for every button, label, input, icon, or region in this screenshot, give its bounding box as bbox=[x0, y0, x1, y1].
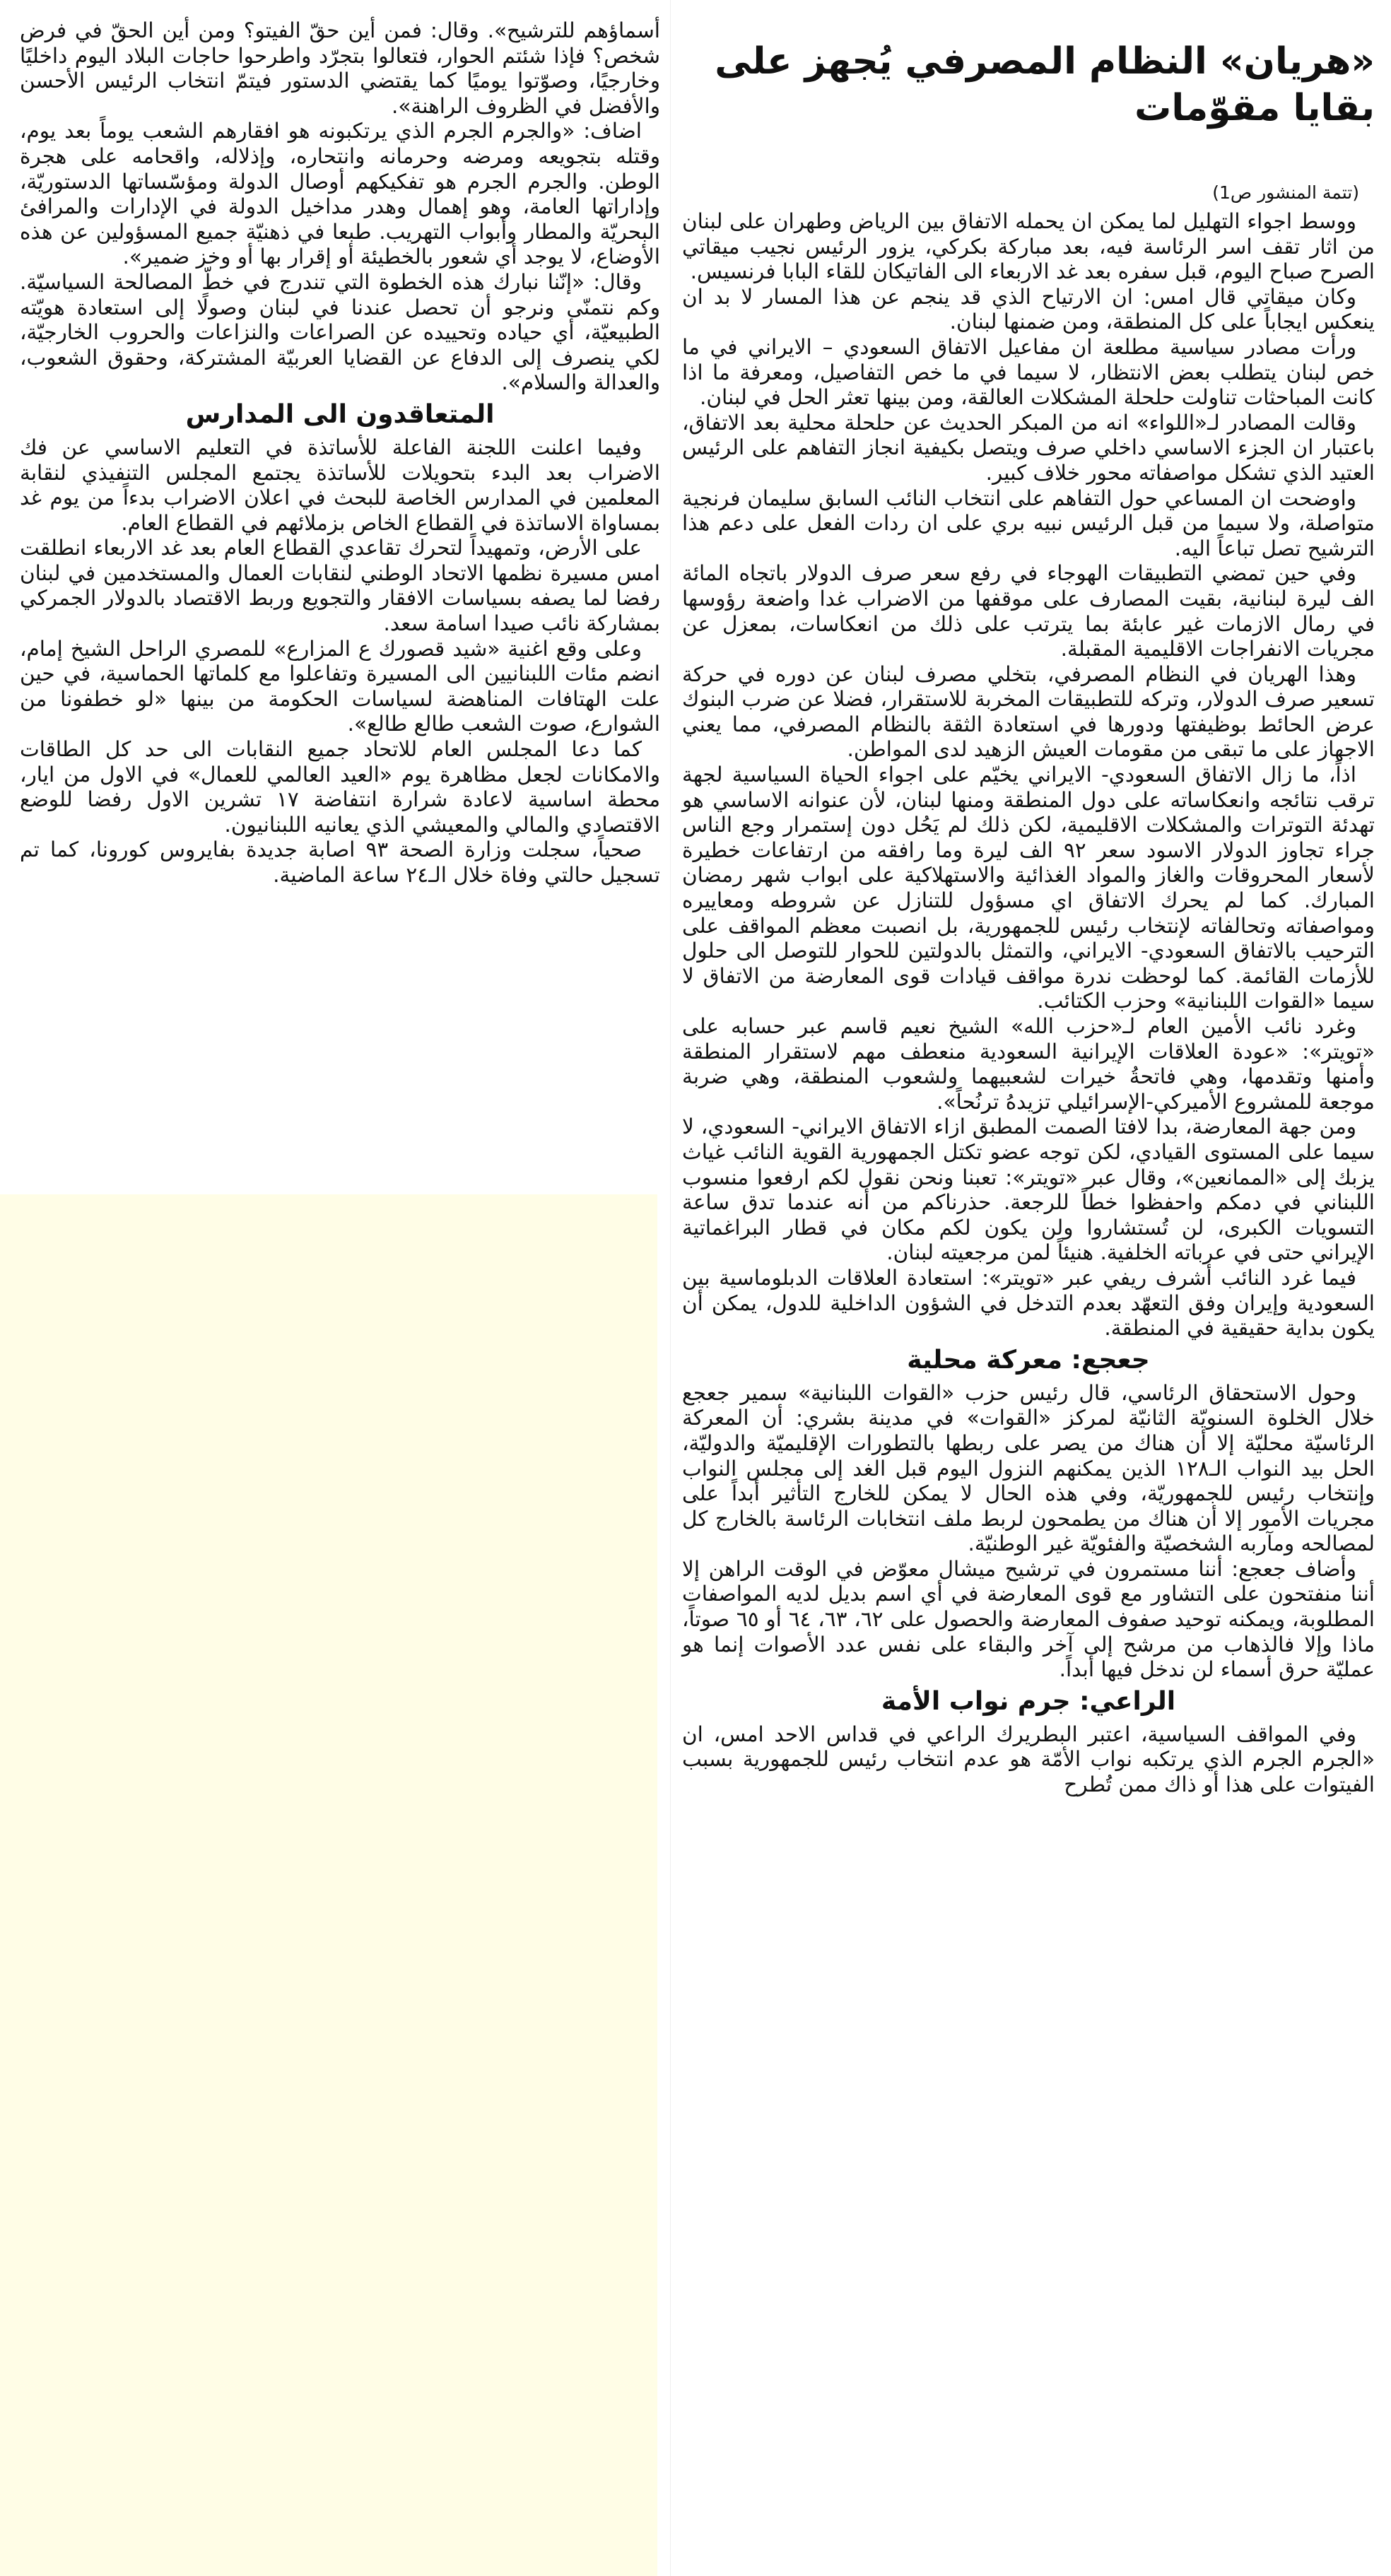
article-left-column bbox=[20, 18, 660, 888]
section-subheading: المتعاقدون الى المدارس bbox=[185, 399, 495, 429]
article-paragraph: كما دعا المجلس العام للاتحاد جميع النقابات الى حد كل الطاقات والامكانات لجعل مظاهرة يوم «العيد العالمي للعمال» في الاول من ايار، محطة اساسية لاعادة شرارة انتفاضة ١٧ تشرين الاول رفضا للوضع الاقتصادي والمالي والمعيشي الذي يعانيه اللبنانيون. bbox=[20, 737, 661, 837]
article-right-column bbox=[682, 28, 1375, 1798]
section-subheading: الراعي: جرم نواب الأمة bbox=[881, 1686, 1176, 1716]
article-paragraph: ومن جهة المعارضة، بدا لافتا الصمت المطبق ازاء الاتفاق الايراني- السعودي، لا سيما على المستوى القيادي، لكن توجه عضو تكتل الجمهورية القوية النائب غياث يزبك إلى «الممانعين»، وقال عبر «تويتر»: تعبنا ونحن نقول لكم ارفعوا منسوب اللبناني في دمكم واحفظوا خطاً للرجعة. حذرناكم من أنه عندما تدق ساعة التسويات الكبرى، لن تُستشاروا ولن يكون لكم مكان في قطار البراغماتية الإيراني حتى في عرباته الخلفية. هنيئاً لمن مرجعيته لبنان. bbox=[682, 1114, 1375, 1265]
article-paragraph: وقال: «إنّنا نبارك هذه الخطوة التي تندرج في خطّ المصالحة السياسيّة. وكم نتمنّى ونرجو أن تحصل عندنا في لبنان وصولًا إلى استعادة هويّته الطبيعيّة، أي حياده وتحييده عن الصراعات والنزاعات والحروب الخارجيّة، لكي ينصرف إلى الدفاع عن القضايا العربيّة المشتركة، وحقوق الشعوب، والعدالة والسلام». bbox=[20, 269, 660, 395]
article-paragraph: وقالت المصادر لـ«اللواء» انه من المبكر الحديث عن حلحلة محلية بعد الاتفاق، باعتبار ان الجزء الاساسي داخلي صرف ويتصل بكيفية انجاز التفاهم على الرئيس العتيد الذي تشكل مواصفاته محور خلاف كبير. bbox=[682, 410, 1375, 485]
article-paragraph: ورأت مصادر سياسية مطلعة ان مفاعيل الاتفاق السعودي – الايراني في ما خص لبنان يتطلب بعض الانتظار، لا سيما في ما خص التفاصيل، ومعرفة ما اذا كانت المباحثات تناولت حلحلة المشكلات العالقة، ومن بينها تعثر الحل في لبنان. bbox=[682, 334, 1375, 410]
article-paragraph: اضاف: «والجرم الجرم الذي يرتكبونه هو افقارهم الشعب يوماً بعد يوم، وقتله بتجويعه ومرضه وحرمانه وانتحاره، وإذلاله، واقحامه على هجرة الوطن. والجرم الجرم هو تفكيكهم أوصال الدولة ومؤسّساتها الدستوريّة، وإداراتها العامة، وهو إهمال وهدر مداخيل الدولة في الإدارات والمرافئ البحريّة والمطار وأبواب التهريب. طبعا في ذهنيّة جميع المسؤولين عن هذه الأوضاع، لا يوجد أي شعور بالخطيئة أو إقرار بها أو وخز ضمير». bbox=[20, 119, 660, 269]
article-paragraph: أسماؤهم للترشيح». وقال: فمن أين حقّ الفيتو؟ ومن أين الحقّ في فرض شخص؟ فإذا شئتم الحوار، فتعالوا بتجرّد واطرحوا حاجات البلاد اليوم داخليًا وخارجيًا، وصوّتوا يوميًا كما يقتضي الدستور فيتمّ انتخاب الرئيس الأحسن والأفضل في الظروف الراهنة». bbox=[20, 18, 660, 118]
right-column-body bbox=[682, 209, 1375, 1798]
section-subheading: جعجع: معركة محلية bbox=[907, 1345, 1150, 1375]
article-paragraph: صحياً، سجلت وزارة الصحة ٩٣ اصابة جديدة بفايروس كورونا، كما تم تسجيل حالتي وفاة خلال الـ٢٤ ساعة الماضية. bbox=[20, 837, 660, 887]
article-paragraph: وكان ميقاتي قال امس: ان الارتياح الذي قد ينجم عن هذا المسار لا بد ان ينعكس ايجاباً على كل المنطقة، ومن ضمنها لبنان. bbox=[682, 284, 1375, 334]
article-paragraph: وفي المواقف السياسية، اعتبر البطريرك الراعي في قداس الاحد امس، ان «الجرم الجرم الذي يرتكبه نواب الأمّة هو عدم انتخاب رئيس للجمهورية بسبب الفيتوات على هذا أو ذاك ممن تُطرح bbox=[682, 1722, 1375, 1797]
article-paragraph: وهذا الهريان في النظام المصرفي، بتخلي مصرف لبنان عن دوره في حركة تسعير صرف الدولار، وتركه للتطبيقات المخربة للاستقرار، فضلا عن ضرب البنوك عرض الحائط بوظيفتها ودورها في استعادة الثقة بالنظام المصرفي، مما يعني الاجهاز على ما تبقى من مقومات العيش الزهيد لدى المواطن. bbox=[682, 661, 1375, 762]
article-paragraph: وفي حين تمضي التطبيقات الهوجاء في رفع سعر صرف الدولار باتجاه المائة الف ليرة لبنانية، بقيت المصارف على موقفها من الاضراب غدا واضعة رؤوسها في رمال الازمات غير عابئة بما يترتب على ذلك من انعكاسات، بمعزل عن مجريات الانفراجات الاقليمية المقبلة. bbox=[682, 561, 1375, 661]
highlight-area bbox=[0, 1194, 657, 2576]
article-paragraph: وأضاف جعجع: أننا مستمرون في ترشيح ميشال معوّض في الوقت الراهن إلا أننا منفتحون على التشاور مع قوى المعارضة في أي اسم بديل لديه المواصفات المطلوبة، ويمكنه توحيد صفوف المعارضة والحصول على ٦٢، ٦٣، ٦٤ أو ٦٥ صوتاً، ماذا وإلا فالذهاب من مرشح إلى آخر والبقاء على نفس عدد الأصوات إنما هو عمليّة حرق أسماء لن ندخل فيها أبداً. bbox=[682, 1556, 1375, 1682]
article-paragraph: وحول الاستحقاق الرئاسي، قال رئيس حزب «القوات اللبنانية» سمير جعجع خلال الخلوة السنويّة الثانيّة لمركز «القوات» في مدينة بشري: أن المعركة الرئاسيّة محليّة إلا أن هناك من يصر على ربطها بالتطورات الإقليميّة والدوليّة، الحل بيد النواب الـ١٢٨ الذين يمكنهم النزول اليوم قبل الغد إلى مجلس النواب وإنتخاب رئيس للجمهوريّة، وفي هذه الحال لا يمكن للخارج التأثير أبداً على مجريات الأمور إلا أن هناك من يطمحون لربط ملف انتخابات الرئاسة بالخارج كل لمصالحه ومآربه الشخصيّة والفئويّة غير الوطنيّة. bbox=[682, 1380, 1375, 1556]
article-paragraph: وفيما اعلنت اللجنة الفاعلة للأساتذة في التعليم الاساسي عن فك الاضراب بعد البدء بتحويلات للأساتذة يجتمع المجلس التنفيذي لنقابة المعلمين في المدارس الخاصة للبحث في اعلان الاضراب بدءاً من يوم غد بمساواة الاساتذة في القطاع الخاص بزملائهم في القطاع العام. bbox=[20, 435, 660, 535]
article-headline: «هريان» النظام المصرفي يُجهز على بقايا مقوّمات bbox=[715, 40, 1375, 129]
left-column-body bbox=[20, 18, 660, 888]
article-paragraph: واوضحت ان المساعي حول التفاهم على انتخاب النائب السابق سليمان فرنجية متواصلة، ولا سيما من قبل الرئيس نبيه بري على ان ردات الفعل على دعم هذا الترشيح تصل تباعاً اليه. bbox=[682, 486, 1375, 560]
column-divider bbox=[670, 0, 671, 2576]
article-paragraph: على الأرض، وتمهيداً لتحرك تقاعدي القطاع العام بعد غد الاربعاء انطلقت امس مسيرة نظمها الاتحاد الوطني لنقابات العمال والمستخدمين في لبنان رفضا لما يصفه بسياسات الافقار والتجويع وربط الاقتصاد بالدولار الجمركي بمشاركة نائب صيدا اسامة سعد. bbox=[20, 536, 660, 636]
article-paragraph: وغرد نائب الأمين العام لـ«حزب الله» الشيخ نعيم قاسم عبر حسابه على «تويتر»: «عودة العلاقات الإيرانية السعودية منعطف مهم لاستقرار المنطقة وأمنها وتقدمها، وهي فاتحةُ خيرات لشعبيهما ولشعوب المنطقة، وهي ضربة موجعة للمشروع الأميركي-الإسرائيلي تزيدهُ ترنُحاً». bbox=[682, 1014, 1375, 1114]
continued-note: (تتمة المنشور ص1) bbox=[1212, 182, 1359, 203]
article-paragraph: فيما غرد النائب أشرف ريفي عبر «تويتر»: استعادة العلاقات الدبلوماسية بين السعودية وإيران وفق التعهّد بعدم التدخل في الشؤون الداخلية للدول، يمكن أن يكون بداية حقيقية في المنطقة. bbox=[682, 1265, 1375, 1341]
article-paragraph: اذاً، ما زال الاتفاق السعودي- الايراني يخيّم على اجواء الحياة السياسية لجهة ترقب نتائجه وانعكاساته على دول المنطقة ومنها لبنان، لأن عنوانه الاساسي هو تهدئة التوترات والمشكلات الاقليمية، لكن ذلك لم يَحُل دون إستمرار وجع الناس جراء تجاوز الدولار الاسود سعر ٩٢ الف ليرة وما رافقه من ارتفاعات خطيرة لأسعار المحروقات والغاز والمواد الغذائية والاستهلاكية على ابواب شهر رمضان المبارك. كما لم يحرك الاتفاق اي مسؤول للتنازل عن شروطه ومعاييره ومواصفاته وتحالفاته لإنتخاب رئيس للجمهورية، بل انصبت معظم المواقف على الترحيب بالاتفاق السعودي- الايراني، والتمثل بالدولتين للحوار للتوصل الى حلول للأزمات القائمة. كما لوحظت ندرة مواقف قيادات قوى المعارضة من الاتفاق لا سيما «القوات اللبنانية» وحزب الكتائب. bbox=[682, 763, 1375, 1013]
article-paragraph: وعلى وقع اغنية «شيد قصورك ع المزارع» للمصري الراحل الشيخ إمام، انضم مئات اللبنانيين الى المسيرة وتفاعلوا مع كلماتها الحماسية، في حين علت الهتافات المناهضة لسياسات الحكومة من بينها «لو خطفونا من الشوارع، صوت الشعب طالع طالع». bbox=[20, 636, 660, 736]
article-paragraph: ووسط اجواء التهليل لما يمكن ان يحمله الاتفاق بين الرياض وطهران على لبنان من اثار تقف اسر الرئاسة فيه، بعد مباركة بكركي، يزور الرئيس نجيب ميقاتي الصرح صباح اليوم، قبل سفره بعد غد الاربعاء الى الفاتيكان للقاء البابا فرنسيس. bbox=[682, 209, 1375, 284]
